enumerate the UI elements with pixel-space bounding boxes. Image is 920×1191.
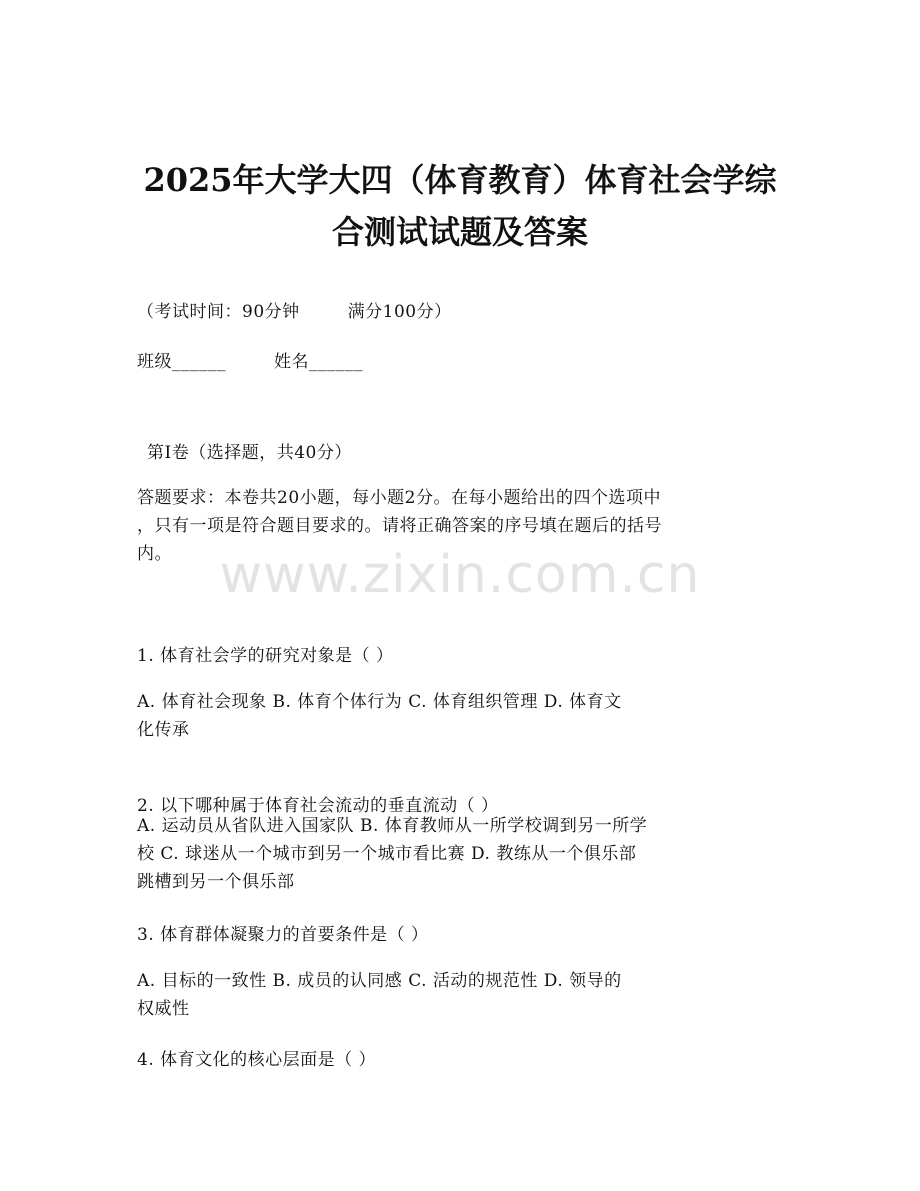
question-stem: 1. 体育社会学的研究对象是（ ）	[137, 646, 394, 666]
question-stem: 2. 以下哪种属于体育社会流动的垂直流动（ ）	[137, 796, 499, 816]
instructions-row: 内。	[137, 544, 172, 564]
class-field: 班级______	[137, 352, 226, 372]
question-options	[137, 688, 777, 744]
options-row: A. 体育社会现象 B. 体育个体行为 C. 体育组织管理 D. 体育文	[137, 692, 622, 712]
document-title	[100, 154, 820, 258]
options-row: A. 目标的一致性 B. 成员的认同感 C. 活动的规范性 D. 领导的	[137, 971, 622, 991]
section-heading: 第I卷（选择题，共40分）	[147, 443, 352, 463]
title-line-1: 2025年大学大四（体育教育）体育社会学综	[143, 161, 777, 199]
name-field: 姓名______	[274, 352, 363, 372]
title-line-2: 合测试试题及答案	[331, 213, 588, 251]
exam-time: （考试时间：90分钟	[137, 302, 300, 322]
watermark: www.zixin.com.cn	[219, 545, 701, 605]
question-options	[137, 812, 777, 896]
question-options	[137, 967, 777, 1023]
options-row: 权威性	[137, 999, 190, 1019]
question-stem: 3. 体育群体凝聚力的首要条件是（ ）	[137, 925, 429, 945]
instructions	[137, 484, 777, 568]
question-stem: 4. 体育文化的核心层面是（ ）	[137, 1050, 377, 1070]
exam-score: 满分100分）	[347, 302, 452, 322]
options-row: 跳槽到另一个俱乐部	[137, 872, 295, 892]
instructions-row: ，只有一项是符合题目要求的。请将正确答案的序号填在题后的括号	[137, 516, 662, 536]
student-info	[137, 348, 777, 376]
instructions-row: 答题要求：本卷共20小题，每小题2分。在每小题给出的四个选项中	[137, 488, 661, 508]
options-row: 化传承	[137, 720, 190, 740]
options-row: 校 C. 球迷从一个城市到另一个城市看比赛 D. 教练从一个俱乐部	[137, 844, 637, 864]
exam-info	[137, 298, 777, 326]
options-row: A. 运动员从省队进入国家队 B. 体育教师从一所学校调到另一所学	[137, 816, 648, 836]
